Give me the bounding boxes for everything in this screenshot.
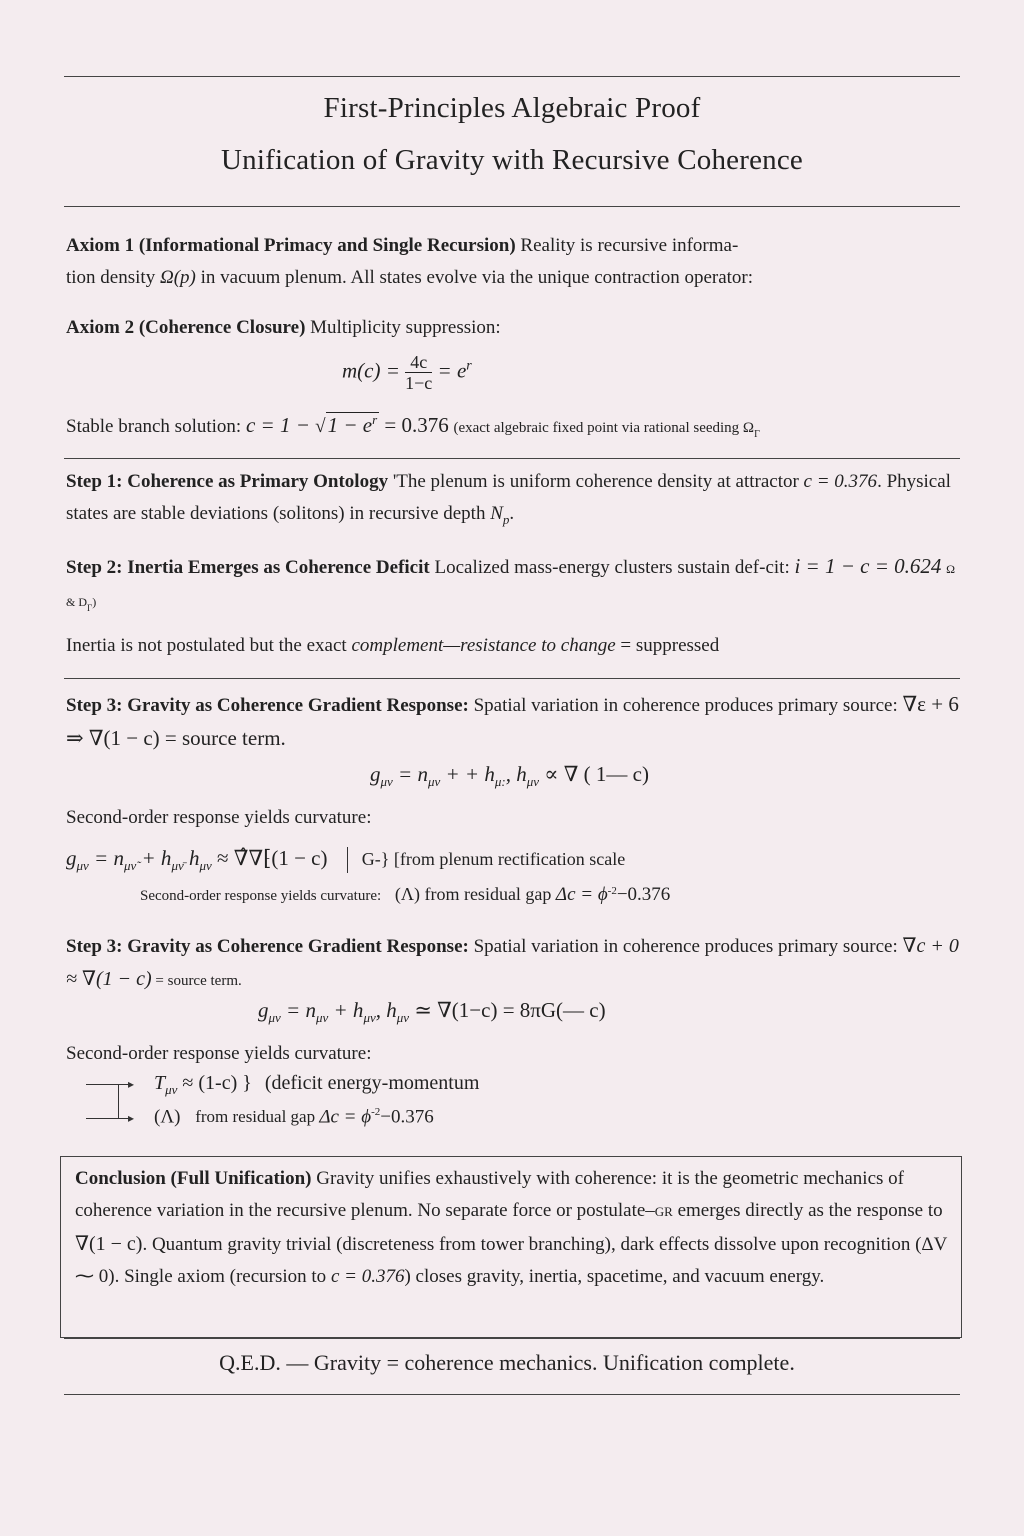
step-3a-label: Step 3: Gravity as Coherence Gradient Response:: [66, 695, 469, 716]
step-2: Step 2: Inertia Emerges as Coherence Deficit Localized mass-energy clusters sustain def-cit: i = 1 − c = 0.624 Ω & $D_\Gamma$): [66, 554, 956, 613]
fraction: $\frac{4c}{1-c}$: [405, 352, 433, 393]
axiom-1-text-a: Reality is recursive informa-: [515, 235, 739, 256]
title-divider: [64, 206, 960, 207]
axiom-1-label: Axiom 1 (Informational Primacy and Single Recursion): [66, 235, 516, 256]
step-1-label: Step 1: Coherence as Primary Ontology: [66, 471, 389, 492]
arrow-bottom: [86, 1118, 130, 1119]
curvature-equation-1: $g_{\mu\nu} = n_{\mu\nũ} + h_{\mu\nū}$ $h_{\mu\nu}$ ≈ ∇̂∇⁅(1 − c) G-} [from plenum rectification scale: [66, 846, 626, 874]
axiom-2-text: Multiplicity suppression:: [305, 317, 501, 338]
conclusion-box: [60, 1156, 962, 1338]
arrow-top: [86, 1084, 130, 1085]
step-3b-label: Step 3: Gravity as Coherence Gradient Response:: [66, 936, 469, 957]
second-order-label-1: Second-order response yields curvature:: [66, 807, 372, 828]
axiom-2-label: Axiom 2 (Coherence Closure): [66, 317, 306, 338]
step-3a: Step 3: Gravity as Coherence Gradient Response: Spatial variation in coherence produces primary source: ∇ε + 6 ⇒ ∇(1 − c) = source term.: [66, 692, 959, 750]
source-equation: ∇ε + 6 ⇒ ∇(1 − c) = source term.: [66, 692, 959, 750]
title-line-1: First-Principles Algebraic Proof: [323, 92, 701, 124]
axiom-2: [66, 312, 966, 344]
metric-equation-2: $g_{\mu\nu} = n_{\mu\nu} + h_{\mu\nu}$, $h_{\mu\nu}$ ≃ ∇(1−c) = 8πG(— c): [258, 998, 606, 1026]
step-1: Step 1: Coherence as Primary Ontology 'The plenum is uniform coherence density at attractor c = 0.376. Physical states are stable deviations (solitons) in recursive depth $N_p$.: [66, 471, 951, 527]
inertia-equation: i = 1 − c = 0.624: [794, 554, 942, 578]
top-divider: [64, 76, 960, 77]
axiom-1-text-b: tion density: [66, 267, 160, 288]
conclusion-divider: [64, 1338, 960, 1339]
bracket-bar: [347, 847, 348, 873]
arrow-connector: [118, 1084, 119, 1118]
qed-statement: Q.E.D. — Gravity = coherence mechanics. Unification complete.: [219, 1350, 795, 1375]
section-divider-1: [64, 458, 960, 459]
step-3b: Step 3: Gravity as Coherence Gradient Response: Spatial variation in coherence produces primary source: ∇c + 0 ≈ ∇(1 − c) = source term.: [66, 935, 959, 990]
conclusion-label: Conclusion (Full Unification): [75, 1168, 312, 1189]
energy-momentum-line: $T_{\mu\nu} \approx (1-c)$ } (deficit energy-momentum: [154, 1072, 480, 1097]
multiplicity-equation: m(c) = $\frac{4c}{1-c}$ = $e^r$: [342, 352, 472, 393]
second-order-label-2: Second-order response yields curvature:: [66, 1043, 372, 1064]
axiom-1-text-c: in vacuum plenum. All states evolve via the unique contraction operator:: [195, 267, 754, 288]
section-divider-2: [64, 678, 960, 679]
arrow-top-head: ▸: [128, 1077, 135, 1091]
residual-gap-line: (Λ) from residual gap $\Delta c = \phi^{-2}-0.376$: [154, 1106, 434, 1128]
bottom-divider: [64, 1394, 960, 1395]
axiom-1: [66, 230, 966, 294]
arrow-bottom-head: ▸: [128, 1111, 135, 1125]
curvature-lambda-line-1: Second-order response yields curvature: (Λ) from residual gap $\Delta c = \phi^{-2}-0.376$: [140, 884, 671, 905]
step-2-label: Step 2: Inertia Emerges as Coherence Deficit: [66, 557, 430, 578]
step-2-inertia-note: Inertia is not postulated but the exact complement—resistance to change = suppressed: [66, 635, 720, 656]
title-line-2: Unification of Gravity with Recursive Coherence: [221, 144, 803, 176]
source-equation-2: ∇c + 0 ≈ ∇(1 − c): [66, 935, 959, 990]
axiom-1-omega: Ω(p): [159, 267, 196, 288]
stable-branch-solution: Stable branch solution: $c = 1 - √1 - e^r = 0.376$ (exact algebraic fixed point via rational seeding $\Omega_\Gamma$: [66, 412, 760, 440]
conclusion: Conclusion (Full Unification) Gravity unifies exhaustively with coherence: it is the geometric mechanics of coherence variation in the recursive plenum. No separate force or postulate–GR emerges directly as the response to ∇(1 − c). Quantum gravity trivial (discreteness from tower branching), dark effects dissolve upon recognition (ΔV ⁓ 0). Single axiom (recursion to c = 0.376) closes gravity, inertia, spacetime, and vacuum energy.: [75, 1168, 948, 1287]
metric-equation-1: $g_{\mu\nu} = n_{\mu\nu}$ + + $h_{\mu:}$, $h_{\mu\nu}$ ∝ ∇ ( 1— c): [370, 762, 649, 790]
